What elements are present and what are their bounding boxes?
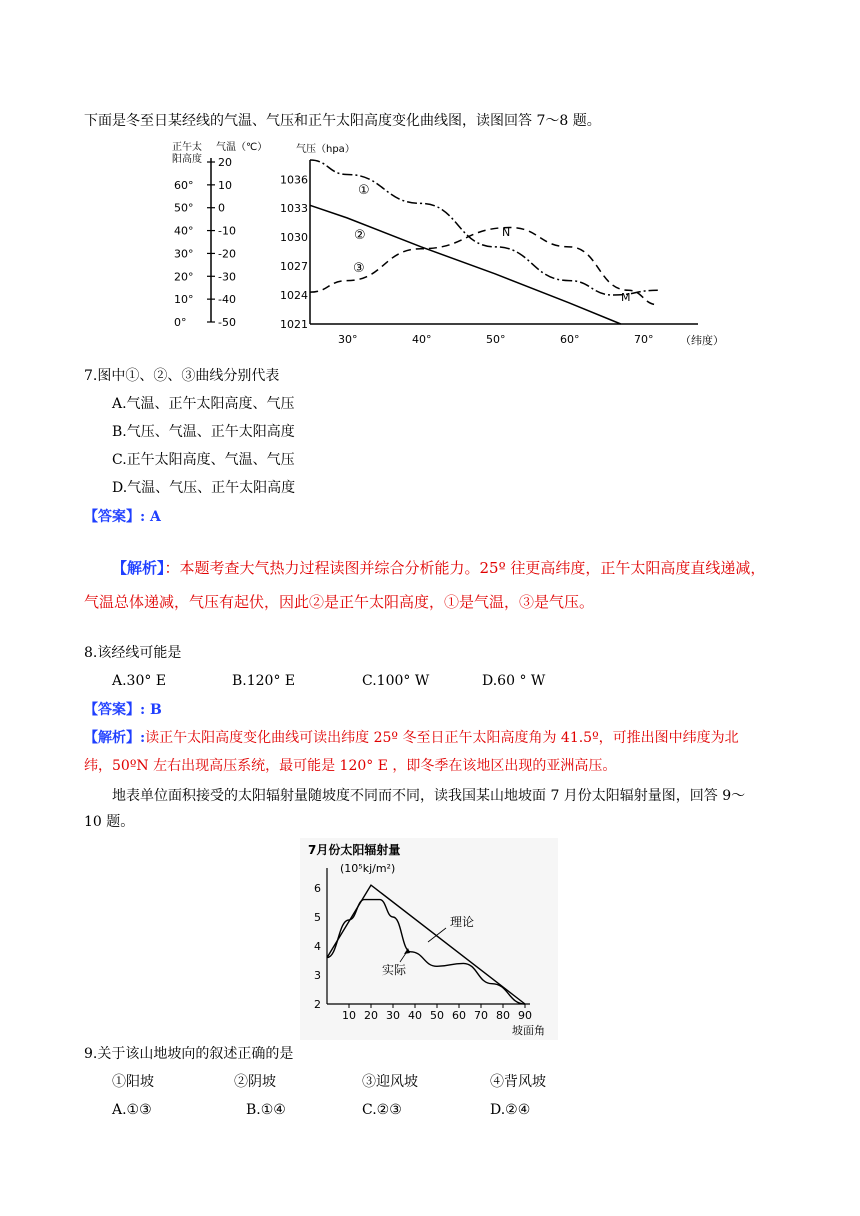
q7-answer: 【答案】: A [84,509,161,525]
sun-tick-label: 50° [174,201,194,215]
chart2-y-tick-label: 5 [314,911,321,924]
q9-item-3: ③迎风坡 [362,1074,418,1090]
chart2-x-label: 坡面角 [512,1024,545,1037]
x-tick-label: 60° [560,333,580,346]
sun-tick-label: 60° [174,178,194,192]
chart2-y-tick-label: 2 [314,998,321,1011]
pressure-tick-label: 1024 [280,289,308,303]
label-curve-3: ③ [353,261,365,276]
chart2-x-tick-label: 80 [496,1009,510,1022]
sun-tick-label: 10° [174,293,194,307]
q8-analysis-text1: 读正午太阳高度变化曲线可读出纬度 25º 冬至日正午太阳高度角为 41.5º，可推出图中纬度为北 [145,730,739,746]
q7-analysis-text1: ：本题考查大气热力过程读图并综合分析能力。25º 往更高纬度，正午太阳高度直线递减， [164,559,766,577]
q8-analysis-line1 [84,728,739,748]
pressure-tick-label: 1030 [280,231,308,245]
temp-tick-label: -50 [218,316,236,329]
q9-item-2: ②阴坡 [234,1074,276,1090]
chart2-x-tick-label: 10 [342,1009,356,1022]
q7-analysis-tag: 【解析】 [112,559,165,577]
chart2-x-tick-label: 20 [364,1009,378,1022]
pressure-axis-title: 气压（hpa） [296,144,355,155]
q9-item-4: ④背风坡 [490,1074,546,1090]
chart2-x-tick-label: 50 [430,1009,444,1022]
sun-tick-label: 0° [174,316,187,329]
q8-option-a: A.30° E [112,673,167,689]
intro-q9-10-line2: 10 题。 [84,814,135,830]
q7-option-c: C.正午太阳高度、气温、气压 [112,452,295,468]
temp-tick-label: 10 [218,178,232,192]
q7-option-b: B.气压、气温、正午太阳高度 [112,424,295,440]
label-actual: 实际 [382,963,407,977]
q9-option-a: A.①③ [112,1102,152,1118]
q9-option-b: B.①④ [246,1102,286,1118]
chart2-x-tick-label: 90 [518,1009,532,1022]
chart-latitude-curves [168,136,738,352]
q8-answer: 【答案】: B [84,702,162,718]
q8-option-d: D.60 ° W [482,673,546,689]
q9-option-d: D.②④ [490,1102,531,1118]
chart2-x-tick-label: 40 [408,1009,422,1022]
q8-analysis-tag: 【解析】: [84,730,146,746]
x-tick-label: 70° [634,333,654,346]
label-theory: 理论 [450,915,475,929]
q7-option-a: A.气温、正午太阳高度、气压 [112,396,295,412]
chart2-x-tick-label: 30 [386,1009,400,1022]
x-axis-label: （纬度） [680,334,724,347]
chart2-x-tick-label: 60 [452,1009,466,1022]
chart2-unit: (10⁵kj/m²) [340,862,396,875]
x-tick-label: 30° [338,333,358,346]
temp-tick-label: -20 [218,247,236,261]
chart2-title: 7月份太阳辐射量 [308,843,401,857]
temp-axis-title: 气温（℃） [216,142,268,153]
sun-tick-label: 40° [174,224,194,238]
label-curve-2: ② [354,228,366,243]
intro-q9-10-line1: 地表单位面积接受的太阳辐射量随坡度不同而不同，读我国某山地坡面 7 月份太阳辐射量图，回答 9～ [112,788,746,804]
temp-tick-label: -40 [218,293,236,307]
intro-q7-8: 下面是冬至日某经线的气温、气压和正午太阳高度变化曲线图，读图回答 7～8 题。 [84,113,601,129]
chart2-y-tick-label: 6 [314,882,321,895]
label-m: M [621,291,631,304]
temp-tick-label: 20 [218,156,232,169]
temp-tick-label: -30 [218,270,236,284]
x-tick-label: 50° [486,333,506,346]
q7-analysis-line2: 气温总体递减，气压有起伏，因此②是正午太阳高度，①是气温，③是气压。 [84,593,595,611]
q9-item-1: ①阳坡 [112,1074,154,1090]
x-tick-label: 40° [412,333,432,346]
q7-option-d: D.气温、气压、正午太阳高度 [112,480,296,496]
q9-stem: 9.关于该山地坡向的叙述正确的是 [84,1046,294,1062]
sun-tick-label: 30° [174,247,194,261]
q7-analysis-line1 [112,558,765,578]
pressure-tick-label: 1027 [280,260,308,274]
sun-axis-title-2: 阳高度 [172,154,202,165]
pressure-tick-label: 1036 [280,173,308,187]
q9-option-c: C.②③ [362,1102,402,1118]
pressure-tick-label: 1021 [280,318,308,331]
label-curve-1: ① [358,183,370,198]
q7-stem: 7.图中①、②、③曲线分别代表 [84,368,280,384]
q8-stem: 8.该经线可能是 [84,645,182,661]
temp-tick-label: 0 [218,201,225,215]
chart2-x-tick-label: 70 [474,1009,488,1022]
label-n: N [502,226,511,239]
chart2-y-tick-label: 4 [314,940,321,953]
chart-solar-radiation [300,838,558,1040]
q8-option-c: C.100° W [362,673,430,689]
temp-tick-label: -10 [218,224,236,238]
chart2-y-tick-label: 3 [314,969,321,982]
sun-tick-label: 20° [174,270,194,284]
q8-option-b: B.120° E [232,673,296,689]
sun-axis-title-1: 正午太 [172,142,202,153]
q8-analysis-line2: 纬，50ºN 左右出现高压系统，最可能是 120° E ，即冬季在该地区出现的亚洲高压。 [84,758,617,774]
pressure-tick-label: 1033 [280,202,308,216]
